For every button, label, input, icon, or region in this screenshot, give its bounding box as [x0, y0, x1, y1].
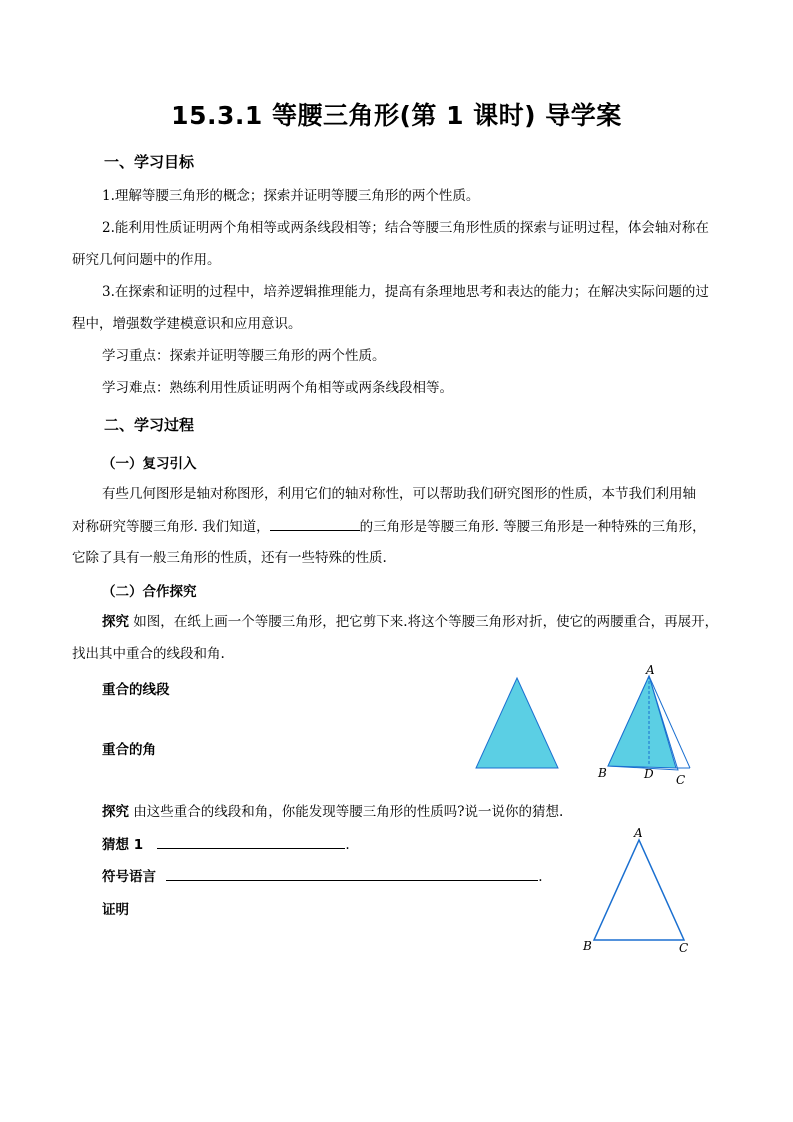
goal-1: 1.理解等腰三角形的概念；探索并证明等腰三角形的两个性质。 [102, 188, 480, 204]
symbol-blank[interactable] [166, 866, 538, 881]
goal-3-line2: 程中，增强数学建模意识和应用意识。 [72, 316, 302, 332]
fold-label-a: A [646, 663, 655, 677]
conjecture-label: 猜想 1 [102, 837, 144, 853]
explore-label: 探究 [102, 614, 129, 630]
isosceles-triangle-figure [470, 672, 565, 772]
definition-blank[interactable] [270, 516, 360, 531]
explore2-line [102, 802, 563, 822]
goal-3-line1: 3.在探索和证明的过程中，培养逻辑推理能力，提高有条理地思考和表达的能力；在解决实际问题的过 [102, 284, 709, 300]
triangle-label-c: C [679, 941, 689, 955]
page-title: 15.3.1 等腰三角形(第 1 课时) 导学案 [171, 101, 622, 130]
review-line2-pre: 对称研究等腰三角形. 我们知道， [72, 519, 270, 535]
explore1-line2: 找出其中重合的线段和角. [72, 646, 225, 662]
fold-label-b: B [598, 766, 607, 780]
triangle-abc-figure [578, 824, 698, 960]
explore2-text: 由这些重合的线段和角，你能发现等腰三角形的性质吗?说一说你的猜想. [129, 804, 564, 820]
section1-heading: 一、学习目标 [104, 153, 195, 171]
review-line1: 有些几何图形是轴对称图形，利用它们的轴对称性，可以帮助我们研究图形的性质，本节我们利用轴 [102, 486, 696, 502]
goal-2-line2: 研究几何问题中的作用。 [72, 252, 221, 268]
conjecture-blank[interactable] [157, 834, 345, 849]
review-line3: 它除了具有一般三角形的性质，还有一些特殊的性质. [72, 550, 387, 566]
review-line2 [72, 516, 706, 537]
explore1-text: 如图，在纸上画一个等腰三角形，把它剪下来.将这个等腰三角形对折，使它的两腰重合，再展开， [129, 614, 719, 630]
conjecture-period: . [345, 837, 350, 853]
symbol-label: 符号语言 [102, 869, 156, 885]
proof-label: 证明 [102, 902, 129, 918]
sub2-heading: （二）合作探究 [102, 584, 197, 600]
symbol-line [102, 866, 543, 887]
conjecture-line [102, 834, 350, 855]
overlap-angles-label: 重合的角 [102, 742, 156, 758]
section2-heading: 二、学习过程 [104, 416, 195, 434]
symbol-period: . [538, 869, 543, 885]
folded-triangle-figure [592, 662, 702, 788]
review-line2-post: 的三角形是等腰三角形. 等腰三角形是一种特殊的三角形， [359, 519, 706, 535]
fold-label-c: C [676, 773, 686, 787]
triangle-label-b: B [583, 939, 592, 953]
goal-2-line1: 2.能利用性质证明两个角相等或两条线段相等；结合等腰三角形性质的探索与证明过程，体会轴对称在 [102, 220, 709, 236]
triangle-label-a: A [634, 826, 643, 840]
fold-label-d: D [644, 767, 654, 781]
key-point: 学习重点：探索并证明等腰三角形的两个性质。 [102, 348, 386, 364]
sub1-heading: （一）复习引入 [102, 456, 197, 472]
explore1-line1 [102, 612, 718, 632]
difficulty: 学习难点：熟练利用性质证明两个角相等或两条线段相等。 [102, 380, 453, 396]
explore2-label: 探究 [102, 804, 129, 820]
overlap-segments-label: 重合的线段 [102, 682, 170, 698]
